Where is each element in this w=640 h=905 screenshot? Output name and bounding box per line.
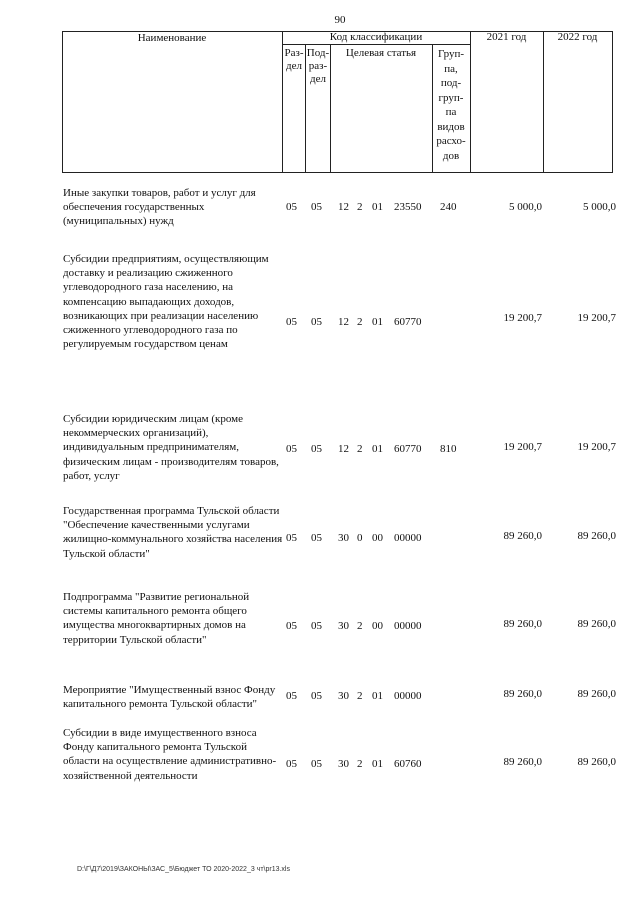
row-vid: 240 bbox=[440, 201, 457, 213]
row-podrazdel: 05 bbox=[311, 443, 322, 455]
row-ts-program: 12 bbox=[338, 316, 349, 328]
row-amount-2022: 19 200,7 bbox=[577, 312, 616, 324]
row-amount-2022: 89 260,0 bbox=[577, 688, 616, 700]
row-ts-program: 30 bbox=[338, 620, 349, 632]
row-amount-2021: 89 260,0 bbox=[503, 530, 542, 542]
row-ts-event: 01 bbox=[372, 690, 383, 702]
row-razdel: 05 bbox=[286, 758, 297, 770]
row-ts-direction: 00000 bbox=[394, 532, 422, 544]
row-podrazdel: 05 bbox=[311, 201, 322, 213]
row-podrazdel: 05 bbox=[311, 758, 322, 770]
row-name: Государственная программа Тульской области "Обеспечение качественными услугами жилищно-коммунального хозяйства населения Тульской области" bbox=[63, 505, 283, 560]
row-ts-event: 01 bbox=[372, 443, 383, 455]
row-ts-subprogram: 2 bbox=[357, 316, 363, 328]
row-amount-2021: 89 260,0 bbox=[503, 618, 542, 630]
row-name: Субсидии юридическим лицам (кроме некоммерческих организаций), индивидуальным предпринимателям, физическим лицам - производителям товаров, работ, услуг bbox=[63, 413, 279, 482]
row-ts-subprogram: 2 bbox=[357, 690, 363, 702]
row-amount-2022: 89 260,0 bbox=[577, 618, 616, 630]
row-podrazdel: 05 bbox=[311, 620, 322, 632]
header-year-2021: 2021 год bbox=[486, 31, 527, 43]
row-razdel: 05 bbox=[286, 201, 297, 213]
row-ts-subprogram: 2 bbox=[357, 201, 363, 213]
row-name: Субсидии в виде имущественного взноса Фонду капитального ремонта Тульской области на осуществление административно-хозяйственной деятельности bbox=[63, 727, 277, 782]
row-name: Подпрограмма "Развитие региональной системы капитального ремонта общего имущества многоквартирных домов на территории Тульской области" bbox=[63, 591, 250, 646]
header-razdel: Раз- дел bbox=[284, 47, 304, 72]
file-path-footer: D:\Г\Д7\2019\ЗАКОНЫ\ЗАС_5\Бюджет ТО 2020-2022_3 чт\pr13.xls bbox=[77, 866, 290, 873]
row-amount-2021: 5 000,0 bbox=[509, 201, 542, 213]
row-amount-2022: 19 200,7 bbox=[577, 441, 616, 453]
row-razdel: 05 bbox=[286, 316, 297, 328]
row-ts-direction: 60770 bbox=[394, 316, 422, 328]
row-amount-2022: 5 000,0 bbox=[583, 201, 616, 213]
row-ts-direction: 60760 bbox=[394, 758, 422, 770]
row-ts-subprogram: 2 bbox=[357, 758, 363, 770]
code-group-divider bbox=[282, 44, 470, 45]
row-razdel: 05 bbox=[286, 620, 297, 632]
header-year-2022: 2022 год bbox=[557, 31, 598, 43]
row-podrazdel: 05 bbox=[311, 532, 322, 544]
row-ts-subprogram: 2 bbox=[357, 620, 363, 632]
header-code-group: Код классификации bbox=[329, 31, 423, 43]
header-bottom-border bbox=[62, 172, 613, 173]
row-ts-event: 01 bbox=[372, 201, 383, 213]
row-ts-subprogram: 2 bbox=[357, 443, 363, 455]
row-ts-event: 00 bbox=[372, 532, 383, 544]
row-amount-2022: 89 260,0 bbox=[577, 756, 616, 768]
header-tselevaya: Целевая статья bbox=[345, 47, 417, 59]
header-podrazdel: Под- раз- дел bbox=[306, 47, 330, 85]
row-name: Субсидии предприятиям, осуществляющим доставку и реализацию сжиженного углеводородного газа населению, на компенсацию выпадающих доходов, возникающих при реализации населению сжиженного углеводородного газа по регулируемым государством ценам bbox=[63, 253, 269, 351]
row-ts-direction: 23550 bbox=[394, 201, 422, 213]
row-ts-program: 30 bbox=[338, 532, 349, 544]
row-amount-2021: 19 200,7 bbox=[503, 441, 542, 453]
row-vid: 810 bbox=[440, 443, 457, 455]
row-podrazdel: 05 bbox=[311, 690, 322, 702]
border-code-right bbox=[470, 31, 471, 173]
row-ts-program: 30 bbox=[338, 758, 349, 770]
row-ts-event: 00 bbox=[372, 620, 383, 632]
row-amount-2021: 89 260,0 bbox=[503, 688, 542, 700]
row-ts-program: 12 bbox=[338, 443, 349, 455]
header-name: Наименование bbox=[137, 32, 207, 44]
row-name: Мероприятие "Имущественный взнос Фонду капитального ремонта Тульской области" bbox=[63, 684, 276, 711]
border-right bbox=[612, 31, 613, 173]
row-razdel: 05 bbox=[286, 690, 297, 702]
row-ts-subprogram: 0 bbox=[357, 532, 363, 544]
row-ts-direction: 00000 bbox=[394, 690, 422, 702]
row-name: Иные закупки товаров, работ и услуг для обеспечения государственных (муниципальных) нужд bbox=[63, 187, 256, 228]
header-gruppa: Груп- па, под- груп- па видов расхо- дов bbox=[436, 48, 466, 162]
row-amount-2022: 89 260,0 bbox=[577, 530, 616, 542]
page-number: 90 bbox=[334, 14, 346, 26]
row-razdel: 05 bbox=[286, 443, 297, 455]
row-razdel: 05 bbox=[286, 532, 297, 544]
border-left bbox=[62, 31, 63, 173]
row-ts-program: 12 bbox=[338, 201, 349, 213]
row-ts-event: 01 bbox=[372, 316, 383, 328]
row-ts-direction: 60770 bbox=[394, 443, 422, 455]
row-amount-2021: 19 200,7 bbox=[503, 312, 542, 324]
row-ts-direction: 00000 bbox=[394, 620, 422, 632]
row-amount-2021: 89 260,0 bbox=[503, 756, 542, 768]
border-2021-right bbox=[543, 31, 544, 173]
row-ts-program: 30 bbox=[338, 690, 349, 702]
row-ts-event: 01 bbox=[372, 758, 383, 770]
row-podrazdel: 05 bbox=[311, 316, 322, 328]
